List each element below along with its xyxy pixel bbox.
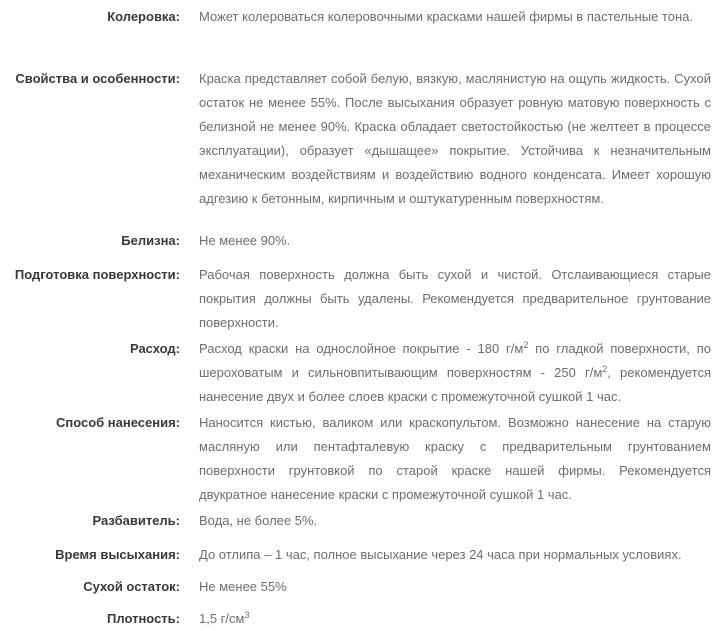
spec-label: Время высыхания: [55,547,180,562]
spec-label: Подготовка поверхности: [14,267,180,282]
spec-label: Сухой остаток: [83,579,180,594]
spec-value: Краска представляет собой белую, вязкую, маслянистую на ощупь жидкость. Сухой остаток не менее 55%. После высыхания образует ровную матовую поверхность с белизной не менее 90%. Краска обладает светостойкостью (не желтеет в процессе эксплуатации), образует «дышащее» покрытие. Устойчива к незначительным механическим воздействиям и воздействию водного конденсата. Имеет хорошую адгезию к бетонным, кирпичным и оштукатуренным поверхностям. [199,71,711,206]
spec-value: Наносится кистью, валиком или краскопультом. Возможно нанесение на старую масляную или пентафталевую краску с предварительным грунтованием поверхности грунтовкой по старой краске нашей фирмы. Рекомендуется двукратное нанесение краски с промежуточной сушкой 1 час. [199,415,711,502]
spec-value: Вода, не более 5%. [199,513,318,528]
spec-row-drying-time [0,543,721,575]
spec-label: Способ нанесения: [55,415,180,430]
spec-value: Может колероваться колеровочными красками нашей фирмы в пастельные тона. [199,9,693,24]
spec-row-thinner [0,509,721,543]
spec-row-consumption [0,337,721,411]
specification-table [0,5,721,631]
spec-row-application-method [0,411,721,509]
spec-value: Расход краски на однослойное покрытие - 180 $г/м^2$ по гладкой поверхности, по шероховатым и сильновпитывающим поверхностям - 250 $г/м^2$, рекомендуется нанесение двух и более слоев краски с промежуточной сушкой 1 час. [199,340,712,404]
spec-row-properties [0,67,721,229]
spec-label: Белизна: [121,233,180,248]
spec-row-tinting [0,5,721,67]
spec-label: Колеровка: [107,9,180,24]
spec-value: До отлипа – 1 час, полное высыхание через 24 часа при нормальных условиях. [199,547,682,562]
spec-value: Не менее 90%. [199,233,291,248]
spec-label: Разбавитель: [92,513,180,528]
spec-row-whiteness [0,229,721,263]
spec-label: Расход: [129,341,180,356]
spec-label: Плотность: [107,611,180,626]
spec-value: Не менее 55% [199,579,287,594]
spec-row-density [0,607,721,631]
spec-label: Свойства и особенности: [15,71,180,86]
spec-value: 1,5 $г/см^3$ [199,610,250,626]
spec-value: Рабочая поверхность должна быть сухой и чистой. Отслаивающиеся старые покрытия должны быть удалены. Рекомендуется предварительное грунтование поверхности. [199,267,711,330]
spec-row-dry-residue [0,575,721,607]
spec-row-surface-preparation [0,263,721,337]
